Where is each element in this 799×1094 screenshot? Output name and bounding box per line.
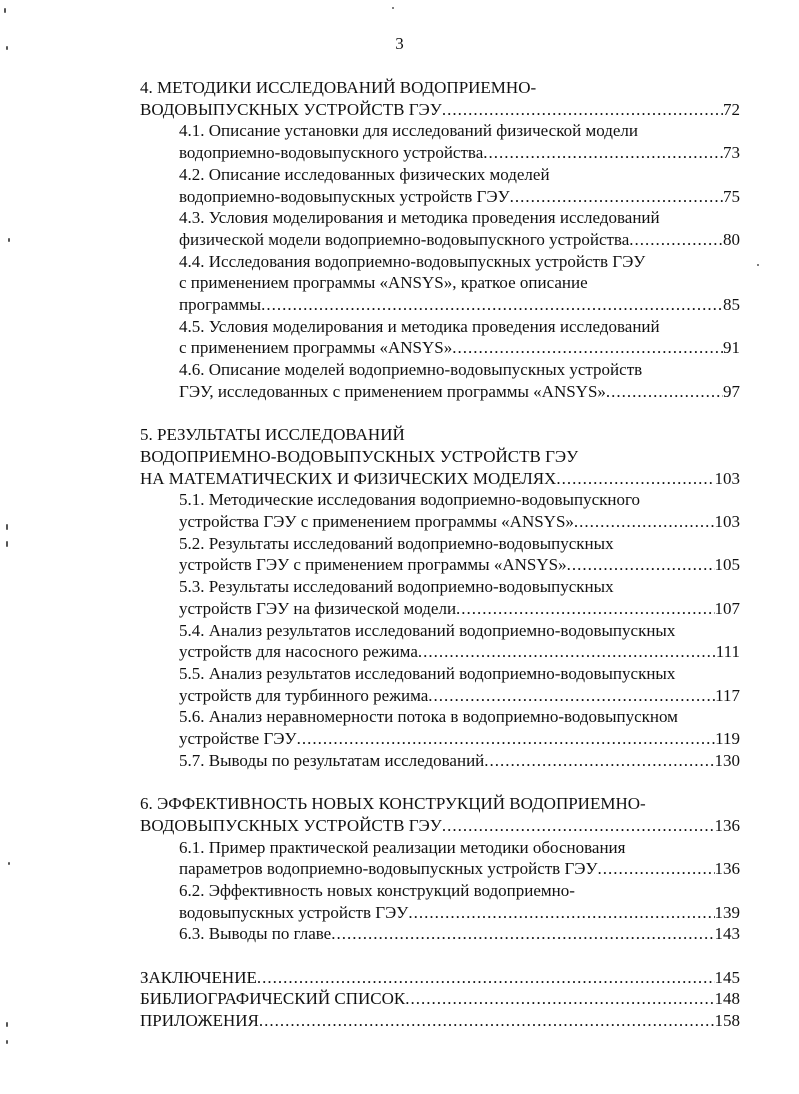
dot-leader [606, 381, 723, 403]
toc-item-page-number: 73 [723, 143, 740, 163]
toc-chapter [140, 793, 740, 945]
toc-item [179, 359, 740, 402]
dot-leader [442, 99, 723, 121]
end-section-entry-row [140, 967, 740, 989]
toc-item [179, 663, 740, 706]
dot-leader [331, 923, 714, 945]
dot-leader [510, 186, 723, 208]
toc-item-page-number: 107 [714, 598, 740, 618]
end-section-page-number: 145 [714, 967, 740, 987]
toc-chapter [140, 424, 740, 771]
toc-item-page-number: 139 [714, 902, 740, 922]
end-section [140, 988, 740, 1010]
toc-item [179, 207, 740, 250]
dot-leader [483, 142, 723, 164]
toc-item [179, 750, 740, 772]
toc-item-page-number: 91 [723, 338, 740, 358]
toc-item-page-number: 130 [714, 750, 740, 770]
scan-speck [6, 541, 8, 547]
chapter-heading-entry-row [140, 815, 740, 837]
end-section-entry-row [140, 988, 740, 1010]
toc-item-title: устройств ГЭУ на физической модели [179, 598, 457, 618]
chapter-heading-title: ВОДОВЫПУСКНЫХ УСТРОЙСТВ ГЭУ [140, 815, 442, 835]
toc-item [179, 923, 740, 945]
section-gap [140, 945, 740, 967]
toc-item-title: водовыпускных устройств ГЭУ [179, 902, 409, 922]
toc-item [179, 120, 740, 163]
end-section [140, 1010, 740, 1032]
toc-item-title: устройства ГЭУ с применением программы «ANSYS» [179, 512, 574, 532]
toc-item-line: с применением программы «ANSYS», краткое описание [179, 273, 588, 293]
toc-item-line: 4.3. Условия моделирования и методика проведения исследований [179, 208, 660, 228]
toc-item-title: 6.3. Выводы по главе [179, 924, 332, 944]
chapter-heading-entry-row [140, 468, 740, 490]
toc-item [179, 489, 740, 532]
toc-item-entry-row [179, 685, 740, 707]
toc-chapter [140, 77, 740, 403]
chapter-heading-page-number: 136 [714, 815, 740, 835]
scan-speck [6, 1022, 8, 1027]
toc-item-line: 5.1. Методические исследования водоприемно-водовыпускного [179, 490, 641, 510]
chapter-heading [140, 77, 740, 120]
section-gap [140, 771, 740, 793]
toc-item-entry-row [179, 858, 740, 880]
toc-item-page-number: 97 [723, 381, 740, 401]
toc-item-entry-row [179, 381, 740, 403]
scan-speck [6, 1040, 8, 1044]
chapter-heading-title: НА МАТЕМАТИЧЕСКИХ И ФИЗИЧЕСКИХ МОДЕЛЯХ [140, 468, 557, 488]
toc-item-title: водоприемно-водовыпускных устройств ГЭУ [179, 186, 510, 206]
chapter-heading-line: ВОДОПРИЕМНО-ВОДОВЫПУСКНЫХ УСТРОЙСТВ ГЭУ [140, 446, 579, 466]
toc-item-line: 4.1. Описание установки для исследований физической модели [179, 121, 638, 141]
end-section-page-number: 158 [714, 1011, 740, 1031]
toc-item-page-number: 103 [714, 512, 740, 532]
toc-item-title: устройстве ГЭУ [179, 729, 297, 749]
scan-speck [6, 524, 8, 530]
table-of-contents [140, 77, 740, 1032]
toc-item [179, 620, 740, 663]
chapter-heading-page-number: 103 [714, 468, 740, 488]
dot-leader [442, 815, 715, 837]
toc-item-entry-row [179, 641, 740, 663]
dot-leader [418, 641, 716, 663]
toc-item-line: 4.4. Исследования водоприемно-водовыпускных устройств ГЭУ [179, 251, 646, 271]
toc-item-page-number: 85 [723, 295, 740, 315]
toc-item-line: 6.2. Эффективность новых конструкций водоприемно- [179, 880, 575, 900]
toc-item-page-number: 119 [715, 729, 740, 749]
toc-item-title: 5.7. Выводы по результатам исследований [179, 750, 485, 770]
toc-item [179, 837, 740, 880]
toc-item [179, 706, 740, 749]
toc-item-entry-row [179, 337, 740, 359]
toc-item-entry-row [179, 902, 740, 924]
toc-item [179, 251, 740, 316]
toc-item-entry-row [179, 294, 740, 316]
page-number: 3 [395, 34, 404, 53]
toc-item-line: 5.5. Анализ результатов исследований водоприемно-водовыпускных [179, 663, 676, 683]
dot-leader [567, 554, 715, 576]
toc-item [179, 576, 740, 619]
toc-item-entry-row [179, 554, 740, 576]
toc-item-line: 5.4. Анализ результатов исследований водоприемно-водовыпускных [179, 620, 676, 640]
toc-item [179, 164, 740, 207]
toc-item-entry-row [179, 923, 740, 945]
dot-leader [598, 858, 715, 880]
dot-leader [297, 728, 716, 750]
end-section-title: ПРИЛОЖЕНИЯ [140, 1011, 259, 1031]
toc-item-line: 4.2. Описание исследованных физических моделей [179, 164, 550, 184]
end-section-entry-row [140, 1010, 740, 1032]
chapter-heading [140, 793, 740, 836]
end-section-page-number: 148 [714, 989, 740, 1009]
scan-speck [392, 7, 394, 9]
toc-item-line: 4.5. Условия моделирования и методика проведения исследований [179, 316, 660, 336]
toc-item-title: устройств ГЭУ с применением программы «ANSYS» [179, 555, 567, 575]
toc-item-title: параметров водоприемно-водовыпускных устройств ГЭУ [179, 859, 598, 879]
toc-item-entry-row [179, 142, 740, 164]
dot-leader [456, 598, 714, 620]
scan-speck [4, 8, 6, 13]
dot-leader [257, 967, 715, 989]
toc-item-page-number: 105 [714, 555, 740, 575]
end-section [140, 967, 740, 989]
section-gap [140, 403, 740, 425]
toc-item-entry-row [179, 598, 740, 620]
dot-leader [574, 511, 715, 533]
chapter-heading-entry-row [140, 99, 740, 121]
dot-leader [484, 750, 714, 772]
toc-item-entry-row [179, 728, 740, 750]
toc-item-title: водоприемно-водовыпускного устройства [179, 143, 484, 163]
chapter-heading-line: 6. ЭФФЕКТИВНОСТЬ НОВЫХ КОНСТРУКЦИЙ ВОДОПРИЕМНО- [140, 794, 646, 814]
toc-item-page-number: 143 [714, 924, 740, 944]
dot-leader [261, 294, 723, 316]
toc-item [179, 316, 740, 359]
toc-item [179, 880, 740, 923]
toc-item-line: 5.2. Результаты исследований водоприемно-водовыпускных [179, 533, 614, 553]
chapter-heading [140, 424, 740, 489]
toc-item-title: ГЭУ, исследованных с применением программы «ANSYS» [179, 381, 606, 401]
toc-item-line: 5.6. Анализ неравномерности потока в водоприемно-водовыпускном [179, 707, 678, 727]
toc-item-page-number: 75 [723, 186, 740, 206]
toc-item-title: устройств для турбинного режима [179, 685, 429, 705]
dot-leader [259, 1010, 715, 1032]
end-sections [140, 967, 740, 1032]
toc-item [179, 533, 740, 576]
toc-item-line: 4.6. Описание моделей водоприемно-водовыпускных устройств [179, 360, 643, 380]
toc-item-title: физической модели водоприемно-водовыпускного устройства [179, 229, 630, 249]
scan-speck [8, 862, 10, 865]
toc-item-page-number: 117 [715, 685, 740, 705]
toc-item-title: устройств для насосного режима [179, 642, 418, 662]
toc-item-title: программы [179, 295, 262, 315]
dot-leader [405, 988, 714, 1010]
scan-speck [6, 46, 8, 50]
toc-item-entry-row [179, 229, 740, 251]
dot-leader [428, 685, 715, 707]
chapter-heading-title: ВОДОВЫПУСКНЫХ УСТРОЙСТВ ГЭУ [140, 99, 442, 119]
dot-leader [408, 902, 714, 924]
toc-item-page-number: 80 [723, 229, 740, 249]
scan-speck [757, 264, 759, 266]
end-section-title: ЗАКЛЮЧЕНИЕ [140, 967, 257, 987]
end-section-title: БИБЛИОГРАФИЧЕСКИЙ СПИСОК [140, 989, 406, 1009]
dot-leader [452, 337, 723, 359]
toc-item-entry-row [179, 750, 740, 772]
toc-item-line: 6.1. Пример практической реализации методики обоснования [179, 837, 626, 857]
chapter-heading-line: 5. РЕЗУЛЬТАТЫ ИССЛЕДОВАНИЙ [140, 425, 405, 445]
toc-item-line: 5.3. Результаты исследований водоприемно-водовыпускных [179, 577, 614, 597]
toc-item-entry-row [179, 186, 740, 208]
chapter-heading-page-number: 72 [723, 99, 740, 119]
chapter-heading-line: 4. МЕТОДИКИ ИССЛЕДОВАНИЙ ВОДОПРИЕМНО- [140, 78, 537, 97]
dot-leader [556, 468, 714, 490]
toc-item-page-number: 111 [715, 642, 740, 662]
toc-item-entry-row [179, 511, 740, 533]
dot-leader [629, 229, 723, 251]
toc-item-title: с применением программы «ANSYS» [179, 338, 453, 358]
toc-item-page-number: 136 [714, 859, 740, 879]
scan-speck [8, 238, 10, 242]
